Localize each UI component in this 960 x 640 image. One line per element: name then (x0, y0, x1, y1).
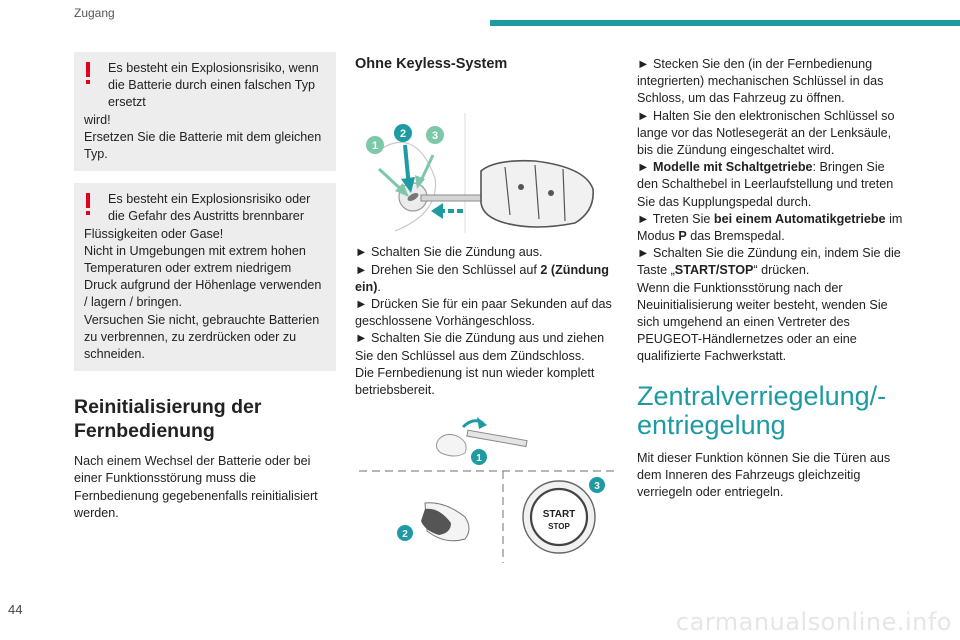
central-locking-heading: Zentralverriegelung/-entriegelung (637, 380, 887, 440)
warning-text-first: Es besteht ein Explosionsrisiko oder die Gefahr des Austritts brennbarer (108, 192, 311, 224)
keyless-heading: Ohne Keyless-System (355, 56, 508, 72)
step: ► Drücken Sie für ein paar Sekunden auf das geschlossene Vorhängeschloss. (355, 297, 612, 329)
warning-box-2 (74, 183, 336, 371)
result-text: Die Fernbedienung ist nun wieder komplett betriebsbereit. (355, 365, 595, 398)
step: ► Stecken Sie den (in der Fernbedienung integrierten) mechanischen Schlüssel in das Schloss, um das Fahrzeug zu öffnen. (637, 57, 884, 106)
warning-text-first: Es besteht ein Explosionsrisiko, wenn die Batterie durch einen falschen Typ ersetzt (108, 61, 319, 110)
note-text: Wenn die Funktionsstörung nach der Neuinitialisierung weiter besteht, wenden Sie sich umgehend an einen Vertreter des PEUGEOT-Händlernetzes oder an eine qualifizierte Fachwerkstatt. (637, 280, 888, 364)
central-locking-text: Mit dieser Funktion können Sie die Türen aus dem Inneren des Fahrzeugs gleichzeitig verriegeln oder entriegeln. (637, 450, 891, 500)
figure-number: 2 (402, 529, 408, 541)
start-stop-illustration (355, 413, 617, 563)
warning-icon (86, 62, 90, 84)
stop-label: STOP (548, 522, 570, 532)
reinit-text: Nach einem Wechsel der Batterie oder bei einer Funktionsstörung muss die Fernbedienung gegebenenfalls reinitialisiert werden. (74, 454, 318, 520)
warning-box-1 (74, 52, 336, 171)
figure-number: 3 (594, 481, 600, 493)
figure-number: 1 (371, 140, 379, 153)
warning-icon (86, 193, 90, 215)
figure-number: 1 (476, 453, 482, 465)
figure-number: 2 (399, 128, 407, 141)
emergency-steps (637, 56, 907, 366)
step: ► Modelle mit Schaltgetriebe: Bringen Sie den Schalthebel in Leerlaufstellung und treten Sie das Kupplungspedal durch. (637, 160, 894, 209)
reinit-heading: Reinitialisierung der Fernbedienung (74, 396, 262, 443)
column-middle (355, 56, 617, 563)
step: ► Schalten Sie die Zündung ein, indem Sie die Taste „START/STOP“ drücken. (637, 246, 901, 278)
step: ► Treten Sie bei einem Automatikgetriebe im Modus P das Bremspedal. (637, 211, 903, 244)
ignition-key-illustration (355, 83, 617, 233)
step: ► Schalten Sie die Zündung aus. (355, 245, 543, 260)
figure-number: 3 (431, 130, 439, 143)
column-left (74, 52, 336, 522)
start-label: START (542, 509, 576, 521)
keyless-steps (355, 244, 617, 399)
header-accent-bar (490, 20, 960, 26)
column-right (637, 56, 907, 501)
warning-text-rest: wird! Ersetzen Sie die Batterie mit dem gleichen Typ. (84, 112, 322, 162)
watermark: carmanualsonline.info (675, 608, 952, 636)
step: ► Halten Sie den elektronischen Schlüssel so lange vor das Notlesegerät an der Lenksäule, bis die Zündung eingeschaltet wird. (637, 108, 895, 158)
step: ► Schalten Sie die Zündung aus und ziehen Sie den Schlüssel aus dem Zündschloss. (355, 331, 605, 363)
step: ► Drehen Sie den Schlüssel auf 2 (Zündung ein). (355, 262, 609, 294)
section-title: Zugang (74, 6, 115, 20)
page-number: 44 (8, 602, 23, 617)
warning-text-rest: Flüssigkeiten oder Gase! Nicht in Umgebungen mit extrem hohen Temperaturen oder extrem niedrigem Druck aufgrund der Höhenlage verwenden / lagern / bringen. Versuchen Sie nicht, gebrauchte Batterien zu verbrennen, zu zerdrücken oder zu schneiden. (84, 226, 322, 362)
